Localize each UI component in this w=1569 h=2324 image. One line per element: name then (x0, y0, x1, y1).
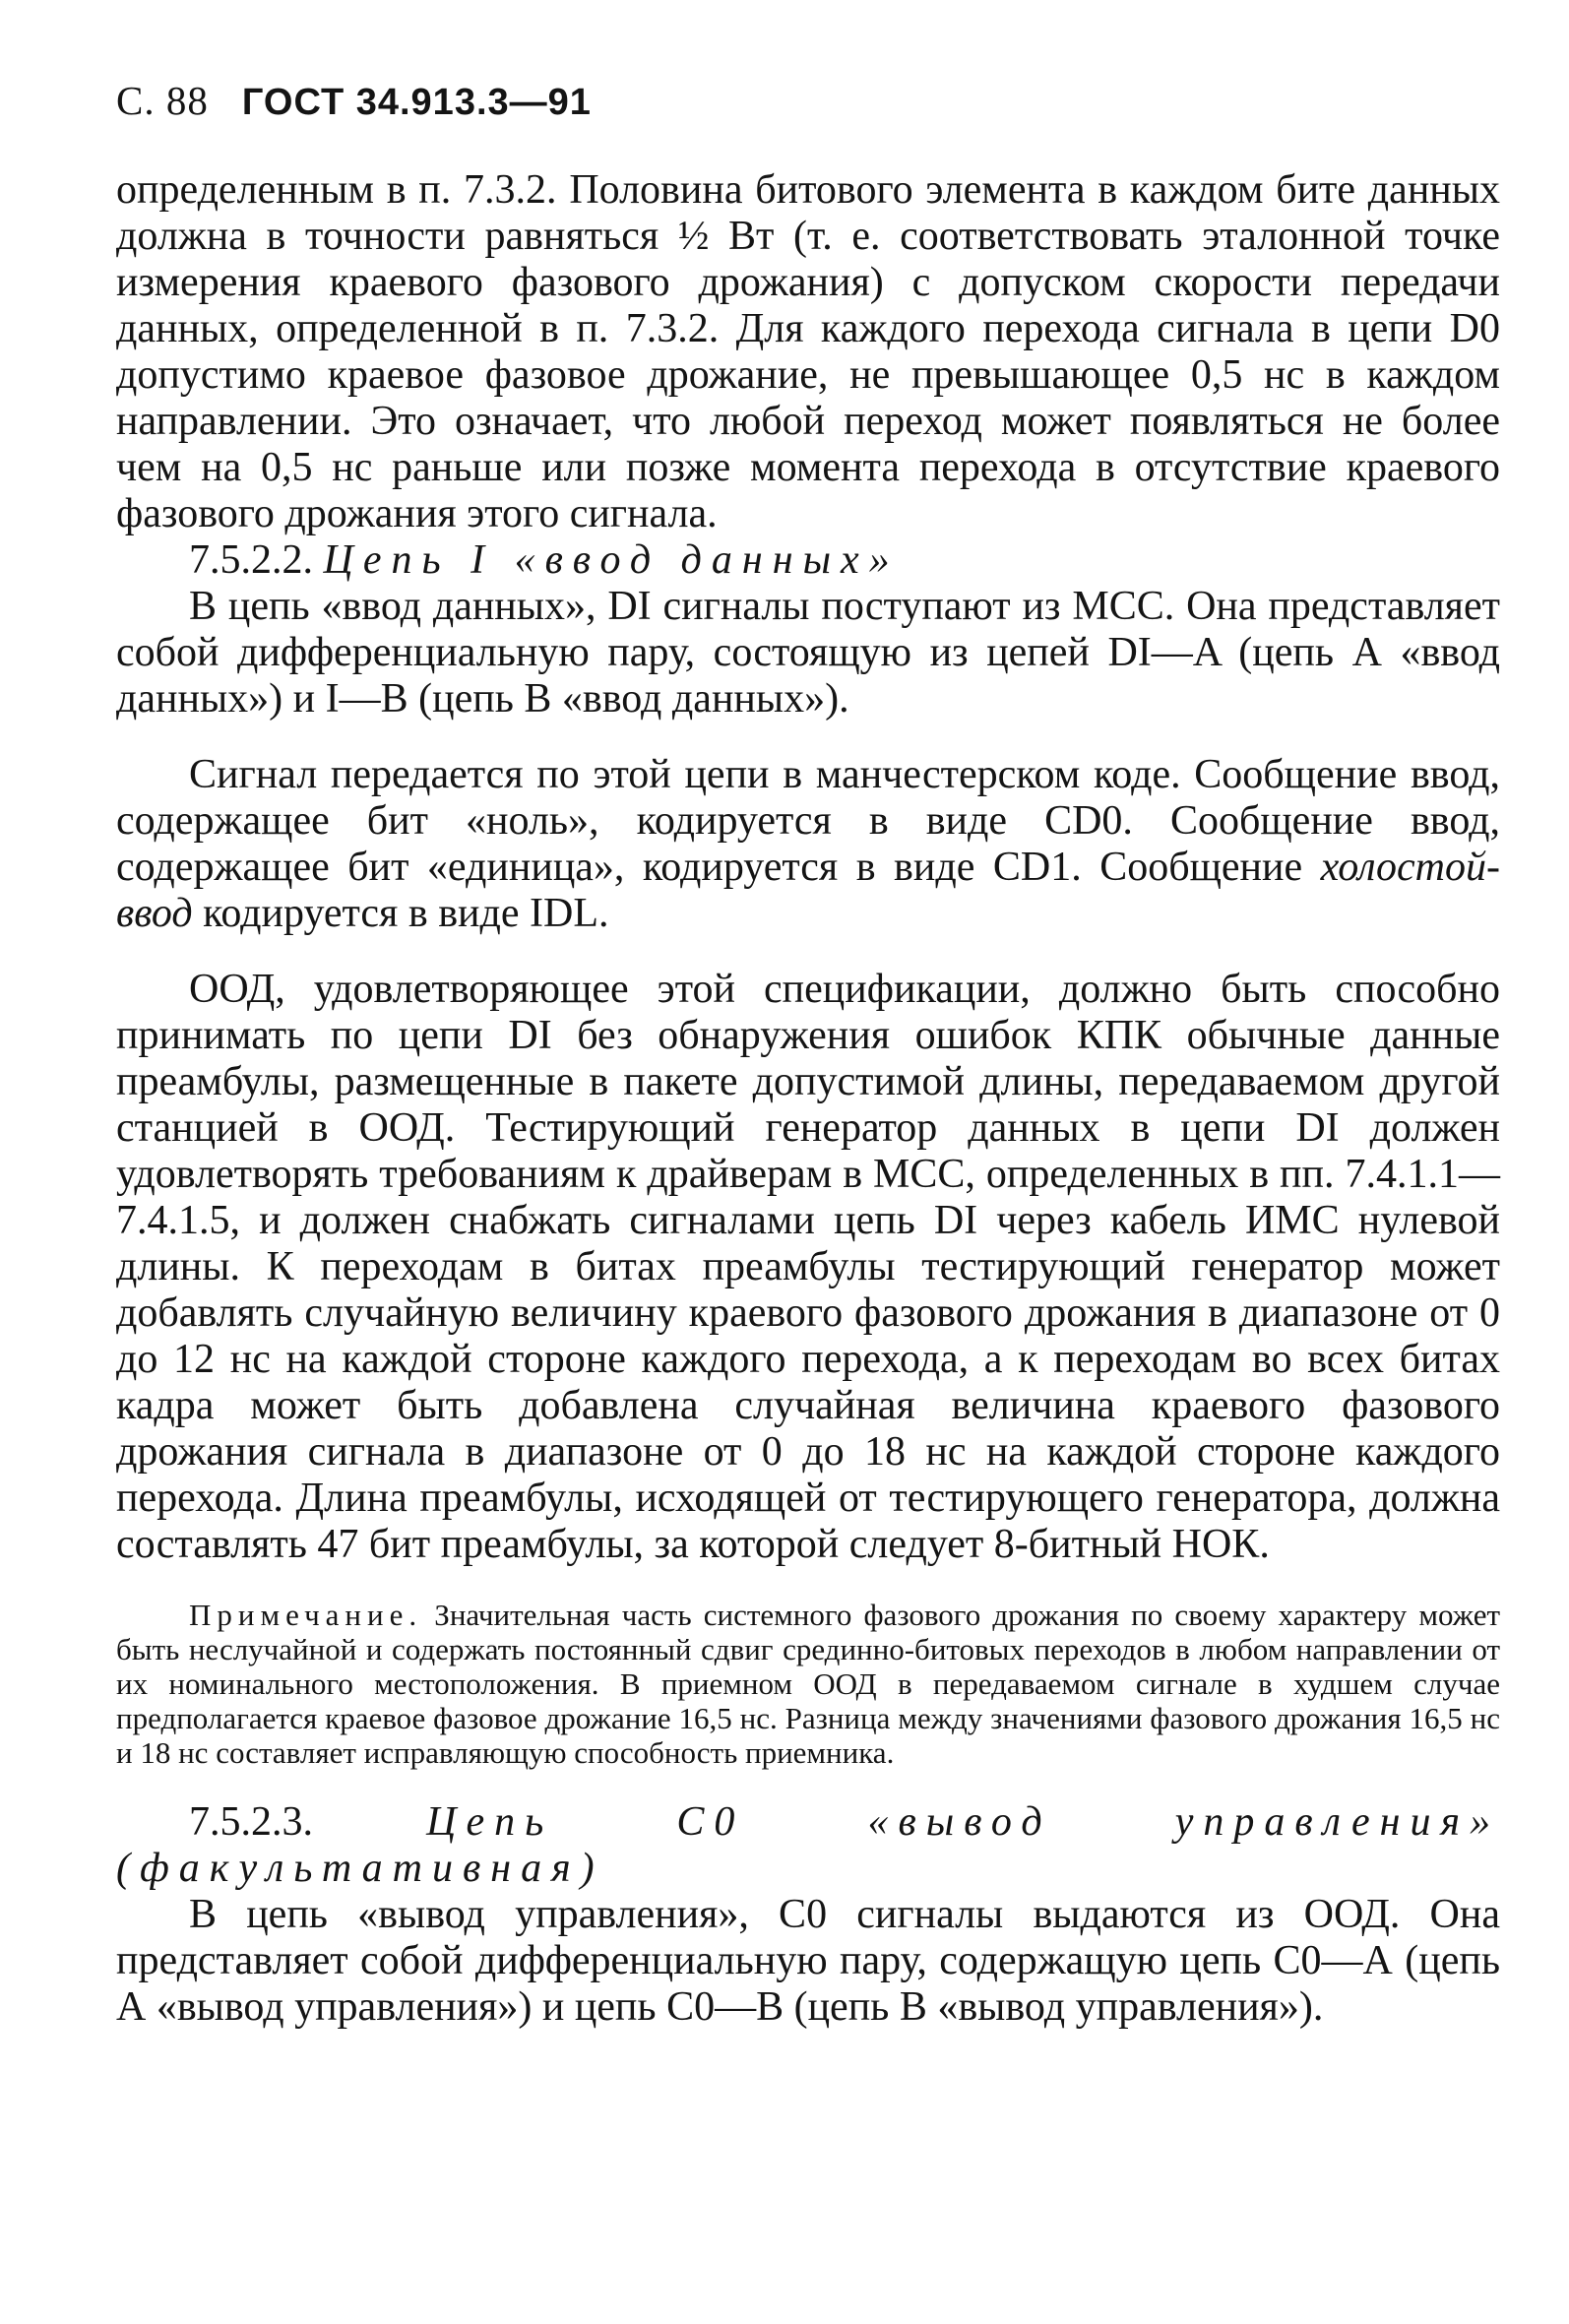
italic-term: холостой-ввод (116, 845, 1500, 936)
paragraph-continuation: определенным в п. 7.3.2. Половина битового элемента в каждом бите данных должна в точности равняться ½ Вт (т. е. соответствовать эталонной точке измерения краевого фазового дрожания) с допуском скорости передачи данных, определенной в п. 7.3.2. Для каждого перехода сигнала в цепи D0 допустимо краевое фазовое дрожание, не превышающее 0,5 нс в каждом направлении. Это означает, что любой переход может появляться не более чем на 0,5 нс раньше или позже момента перехода в отсутствие краевого фазового дрожания этого сигнала. (116, 167, 1500, 536)
note-label: Примечание. (189, 1598, 423, 1632)
note (116, 1598, 1500, 1770)
paragraph-data-input-circuit: В цепь «ввод данных», DI сигналы поступают из МСС. Она представляет собой дифференциальную пару, состоящую из цепей DI—A (цепь А «ввод данных») и I—В (цепь В «ввод данных»). (116, 584, 1500, 722)
paragraph-dte-requirements: ООД, удовлетворяющее этой спецификации, должно быть способно принимать по цепи DI без обнаружения ошибок КПК обычные данные преамбулы, размещенные в пакете допустимой длины, передаваемом другой станцией в ООД. Тестирующий генератор данных в цепи DI должен удовлетворять требованиям к драйверам в МСС, определенных в пп. 7.4.1.1—7.4.1.5, и должен снабжать сигналами цепь DI через кабель ИМС нулевой длины. К переходам в битах преамбулы тестирующий генератор может добавлять случайную величину краевого фазового дрожания в диапазоне от 0 до 12 нс на каждой стороне каждого перехода, а к переходам во всех битах кадра может быть добавлена случайная величина краевого фазового дрожания сигнала в диапазоне от 0 до 18 нс на каждой стороне каждого перехода. Длина преамбулы, исходящей от тестирующего генератора, должна составлять 47 бит преамбулы, за которой следует 8-битный НОК. (116, 967, 1500, 1567)
page-header (116, 77, 592, 124)
section-title: Цепь I «ввод данных» (323, 537, 900, 583)
text-run: Сигнал передается по этой цепи в манчестерском коде. Сообщение ввод, содержащее бит «ноль», кодируется в виде CD0. Сообщение ввод, содержащее бит «единица», кодируется в виде CD1. Сообщение (116, 752, 1500, 890)
text-run: кодируется в виде IDL. (192, 891, 609, 936)
paragraph-manchester-code (116, 752, 1500, 937)
page-number: С. 88 (116, 78, 209, 123)
section-number: 7.5.2.3. (189, 1799, 313, 1845)
section-number: 7.5.2.2. (189, 537, 313, 583)
document-body (116, 167, 1500, 2031)
section-title: Цепь С0 «вывод управления» (факультативная) (116, 1799, 1500, 1891)
standard-designation: ГОСТ 34.913.3—91 (241, 82, 592, 123)
paragraph-control-output-circuit: В цепь «вывод управления», С0 сигналы выдаются из ООД. Она представляет собой дифференциальную пару, содержащую цепь С0—А (цепь А «вывод управления») и цепь С0—В (цепь В «вывод управления»). (116, 1892, 1500, 2030)
section-heading-7-5-2-3 (116, 1799, 1500, 1892)
section-heading-7-5-2-2 (116, 537, 1500, 584)
note-text: Значительная часть системного фазового дрожания по своему характеру может быть неслучайной и содержать постоянный сдвиг срединно-битовых переходов в любом направлении от их номинального местоположения. В приемном ООД в передаваемом сигнале в худшем случае предполагается краевое фазовое дрожание 16,5 нс. Разница между значениями фазового дрожания 16,5 нс и 18 нс составляет исправляющую способность приемника. (116, 1598, 1501, 1770)
